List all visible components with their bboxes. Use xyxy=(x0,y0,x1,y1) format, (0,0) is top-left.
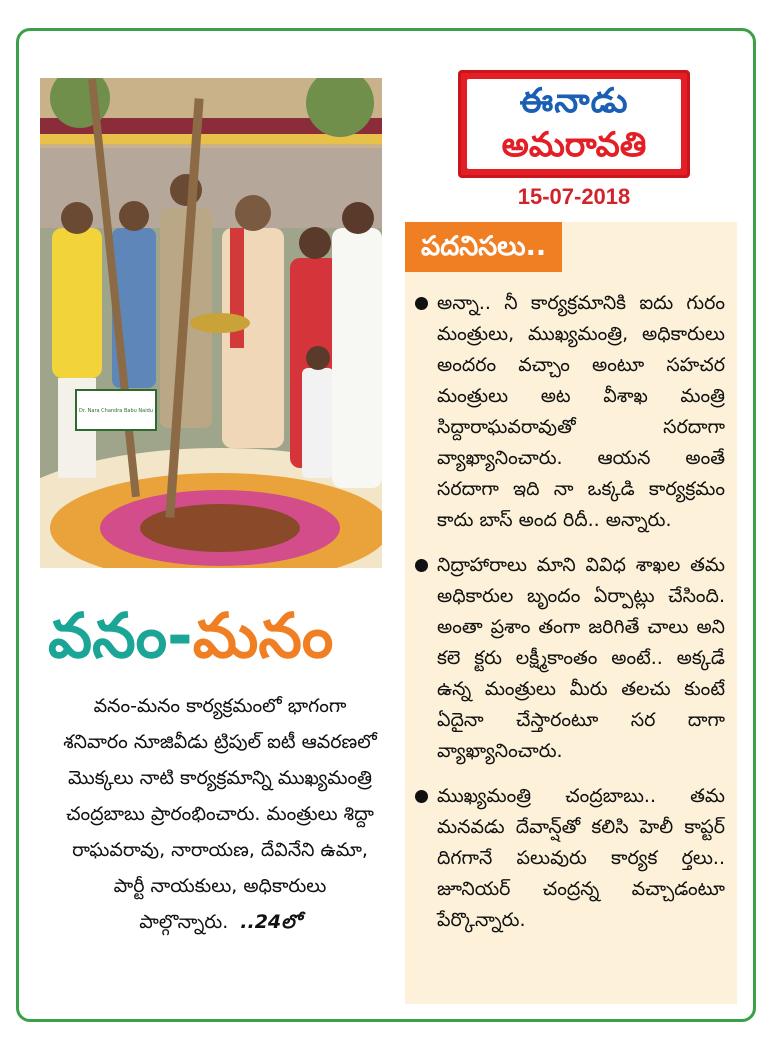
list-item xyxy=(415,550,725,767)
headline-word-1: వనం- xyxy=(48,599,193,672)
list-item xyxy=(415,288,725,536)
bullet-text: అన్నా.. నీ కార్యక్రమానికి ఐదు గురం మంత్రులు, ముఖ్యమంత్రి, అధికారులు అందరం వచ్చాం అంటూ సహచర మంత్రులు అట వీశాఖ మంత్రి సిద్దారాఘవరావుతో సరదాగా వ్యాఖ్యానించారు. ఆయన అంతే సరదాగా ఇది నా ఒక్కడి కార్యక్రమం కాదు బాస్ అంద రిదీ.. అన్నారు. xyxy=(437,292,725,531)
bullet-icon xyxy=(415,297,428,310)
publication-date: 15-07-2018 xyxy=(517,184,631,209)
bullet-icon xyxy=(415,559,428,572)
headline-word-2: మనం xyxy=(192,599,334,672)
newspaper-masthead xyxy=(458,70,690,178)
edition-name: అమరావతి xyxy=(501,125,647,165)
story-text: వనం-మనం కార్యక్రమంలో భాగంగా శనివారం నూజివీడు ట్రిపుల్ ఐటీ ఆవరణలో మొక్కలు నాటి కార్యక్రమాన్ని ముఖ్యమంత్రి చంద్రబాబు ప్రారంభించారు. మంత్రులు శిద్దా రాఘవరావు, నారాయణ, దేవినేని ఉమా, పార్టీ నాయకులు, అధికారులు పాల్గొన్నారు. xyxy=(63,695,377,933)
bullet-icon xyxy=(415,790,428,803)
column-bullets xyxy=(415,288,725,950)
side-column xyxy=(405,222,737,1004)
headline xyxy=(48,596,383,676)
story-body xyxy=(60,688,380,940)
bullet-text: నిద్రాహారాలు మాని వివిధ శాఖల తమ అధికారుల బృందం ఏర్పాట్లు చేసింది. అంతా ప్రశాం తంగా జరిగితే చాలు అని కలె క్టరు లక్ష్మీకాంతం అంటే.. అక్కడే ఉన్న మంత్రులు మీరు తలచు కుంటే ఏదైనా చేస్తారంటూ సర దాగా వ్యాఖ్యానించారు. xyxy=(437,554,725,762)
column-heading: పదనిసలు.. xyxy=(405,222,562,272)
news-photo xyxy=(40,78,382,568)
masthead-inner xyxy=(467,79,681,169)
tree-planting-photo xyxy=(40,78,382,568)
newspaper-name: ఈనాడు xyxy=(519,81,629,121)
story-jump: ..24లో xyxy=(240,911,301,933)
plaque-text: Dr. Nara Chandra Babu Naidu xyxy=(79,408,153,414)
bullet-text: ముఖ్యమంత్రి చంద్రబాబు.. తమ మనవడు దేవాన్ష్‌తో కలిసి హెలీ కాప్టర్ దిగగానే పలువురు కార్యక ర్తలు.. జూనియర్ చంద్రన్న వచ్చాడంటూ పేర్కొన్నారు. xyxy=(437,785,725,931)
list-item xyxy=(415,781,725,936)
